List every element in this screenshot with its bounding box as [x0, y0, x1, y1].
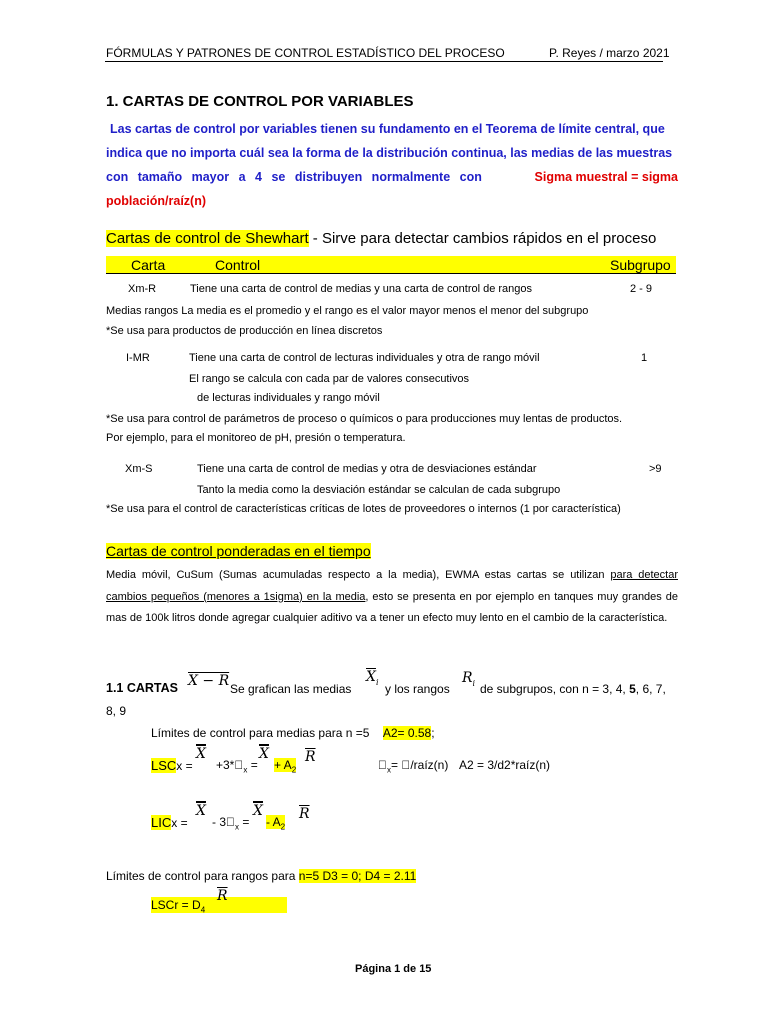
rbar-1: [305, 749, 316, 765]
sigma-symbol:  : [378, 758, 387, 772]
cartas-text-2: y los rangos: [385, 682, 450, 696]
intro-paragraph: [106, 117, 678, 213]
shewhart-title: Cartas de control de Shewhart: [106, 230, 309, 247]
lic-eq: =: [177, 816, 188, 830]
xi-sub: i: [375, 677, 379, 687]
xbar-minus-r-symbol: [188, 673, 229, 689]
rbar-2: [299, 806, 310, 822]
limits-medias: [151, 726, 435, 740]
imr-name: I-MR: [126, 352, 150, 364]
xms-desc-2: Tanto la media como la desviación estándar se calculan de cada subgrupo: [197, 484, 561, 496]
xbarbar-3: [196, 803, 206, 819]
ri-symbol: [462, 670, 475, 688]
xms-desc-1: Tiene una carta de control de medias y otra de desviaciones estándar: [197, 463, 537, 475]
xbarbar-1: [196, 746, 206, 762]
a2-value: A2= 0.58: [382, 726, 432, 740]
lic-text: LIC: [151, 815, 172, 830]
a2-formula: A2 = 3/d2*raíz(n): [459, 758, 551, 772]
sigma-formula: [378, 758, 448, 774]
limits-medias-text: Límites de control para medias para n =5: [151, 726, 370, 740]
xmr-name: Xm-R: [128, 283, 157, 295]
xmr-desc: Tiene una carta de control de medias y una carta de control de rangos: [190, 283, 533, 295]
weighted-text-c: de mas de 100k litros donde agregar cualquier aditivo va a tener un efecto muy lento en el cambio de la: [106, 590, 678, 624]
plus3-eq: =: [247, 758, 258, 772]
xms-note: *Se usa para el control de características críticas de lotes de proveedores o internos (1 por característica): [106, 503, 621, 515]
rbar-3: [217, 888, 228, 904]
medias-rangos: Medias rangos La media es el promedio y el rango es el valor mayor menos el menor del subgrupo: [106, 305, 589, 317]
imr-note-2: Por ejemplo, para el monitoreo de pH, presión o temperatura.: [106, 432, 406, 444]
lscr-label: [151, 898, 205, 914]
lsc-text: LSC: [151, 758, 177, 773]
xms-subgroup: >9: [649, 463, 662, 475]
intro-line-1: Las cartas de control por variables tienen su fundamento en el Teorema de límite central, que: [110, 122, 665, 136]
d-values: n=5 D3 = 0; D4 = 2.11: [298, 869, 417, 883]
rbar-2-letter: $\overline{R}$: [299, 806, 310, 822]
weighted-heading: [106, 543, 371, 559]
xmr-subgroup: 2 - 9: [630, 283, 653, 295]
imr-subgroup: 1: [641, 352, 648, 364]
cartas-text-3a: de subgrupos, con n = 3, 4,: [480, 682, 630, 696]
col-control: Control: [215, 257, 261, 273]
xbarbar-4: [253, 803, 263, 819]
intro-line-3b: Sigma muestral = sigma: [534, 170, 678, 184]
lscr-text: LSCr = D: [151, 898, 201, 912]
weighted-text-b: , esto se presenta en por ejemplo en tanques muy grandes: [365, 590, 662, 603]
plus3-sub: x: [243, 765, 248, 775]
ri-letter: R: [462, 670, 473, 686]
xbarbar-4-letter: $\overline{X}$: [253, 803, 263, 819]
weighted-underline-1: para detectar: [610, 569, 678, 581]
n5-bold: 5: [629, 682, 636, 696]
imr-desc-1: Tiene una carta de control de lecturas individuales y otra de rango móvil: [189, 352, 540, 364]
header-rule: [105, 61, 663, 62]
lsc-sub: x: [176, 759, 183, 773]
plus-a2-text: + A: [274, 758, 292, 772]
xi-letter: $\overline{X}$: [366, 669, 376, 685]
lic-label: [151, 815, 188, 830]
sigma-formula-sub: x: [387, 765, 391, 775]
xbar-minus-r-text: X − R: [188, 673, 230, 689]
table-header-bar: [106, 256, 676, 274]
weighted-underline-2: cambios pequeños (menores a 1sigma) en la media: [106, 590, 366, 603]
minus-a2-box: [266, 815, 286, 832]
limits-rangos: [106, 869, 416, 883]
a2-semicolon: ;: [431, 726, 435, 740]
rbar-3-letter: $\overline{R}$: [217, 888, 228, 904]
minus3-eq: =: [239, 815, 250, 829]
minus-a2: [266, 815, 285, 831]
page-number: Página 1 de 15: [355, 963, 432, 975]
xms-name: Xm-S: [125, 463, 153, 475]
xi-symbol: [366, 669, 379, 687]
plus3sigma: [216, 758, 258, 774]
xbarbar-2: [259, 746, 269, 762]
xbarbar-2-letter: $\overline{X}$: [259, 746, 269, 762]
ri-sub: i: [472, 678, 476, 688]
lscr-sub: 4: [200, 905, 206, 915]
imr-desc-3: de lecturas individuales y rango móvil: [197, 392, 380, 404]
cartas-line-2: 8, 9: [106, 704, 127, 718]
xbarbar-3-letter: $\overline{X}$: [196, 803, 206, 819]
lic-sub: x: [171, 816, 178, 830]
imr-desc-2: El rango se calcula con cada par de valores consecutivos: [189, 373, 470, 385]
intro-line-3: [106, 165, 678, 189]
xmr-note: *Se usa para productos de producción en línea discretos: [106, 325, 383, 337]
plus-a2-sub: 2: [291, 765, 297, 775]
minus3-text: - 3 : [212, 815, 236, 829]
cartas-text-1: Se grafican las medias: [230, 682, 352, 696]
xbarbar-1-letter: $\overline{X}$: [196, 746, 206, 762]
imr-note-1: *Se usa para control de parámetros de proceso o químicos o para producciones muy lentas de productos.: [106, 413, 623, 425]
intro-line-4: población/raíz(n): [106, 194, 206, 208]
weighted-title: Cartas de control ponderadas en el tiempo: [106, 543, 371, 559]
cartas-text-4: , 6, 7,: [635, 682, 666, 696]
shewhart-subtitle: - Sirve para detectar cambios rápidos en el proceso: [308, 230, 657, 247]
intro-line-3a: con tamaño mayor a 4 se distribuyen normalmente con: [106, 170, 482, 184]
cartas-label: 1.1 CARTAS: [106, 681, 179, 695]
col-subgrupo: Subgrupo: [610, 257, 671, 273]
minus3sigma: [212, 815, 249, 831]
shewhart-heading: [106, 230, 656, 247]
limits-rangos-text: Límites de control para rangos para: [106, 869, 299, 883]
minus3-sub: x: [235, 822, 240, 832]
sigma-formula-rest: =  /raíz(n): [391, 758, 449, 772]
minus-a2-text: - A: [266, 815, 281, 829]
weighted-text-a: Media móvil, CuSum (Sumas acumuladas respecto a la media), EWMA estas cartas se utilizan: [106, 569, 611, 581]
header-author: P. Reyes / marzo 2021: [549, 46, 670, 60]
cartas-text-3: [480, 682, 666, 696]
lsc-eq: =: [182, 759, 193, 773]
weighted-paragraph: [106, 565, 678, 630]
intro-line-2: indica que no importa cuál sea la forma de la distribución continua, las medias de las muestras: [106, 146, 673, 160]
plus-a2-box: [274, 758, 297, 775]
plus-a2: [274, 758, 296, 774]
header-title: FÓRMULAS Y PATRONES DE CONTROL ESTADÍSTICO DEL PROCESO: [106, 46, 505, 60]
minus-a2-sub: 2: [280, 822, 286, 832]
section-heading: 1. CARTAS DE CONTROL POR VARIABLES: [106, 93, 414, 110]
plus3-text: +3* : [216, 758, 244, 772]
rbar-1-letter: $\overline{R}$: [305, 749, 316, 765]
weighted-text-d: característica.: [598, 612, 668, 624]
lsc-label: [151, 758, 193, 773]
col-carta: Carta: [131, 257, 166, 273]
